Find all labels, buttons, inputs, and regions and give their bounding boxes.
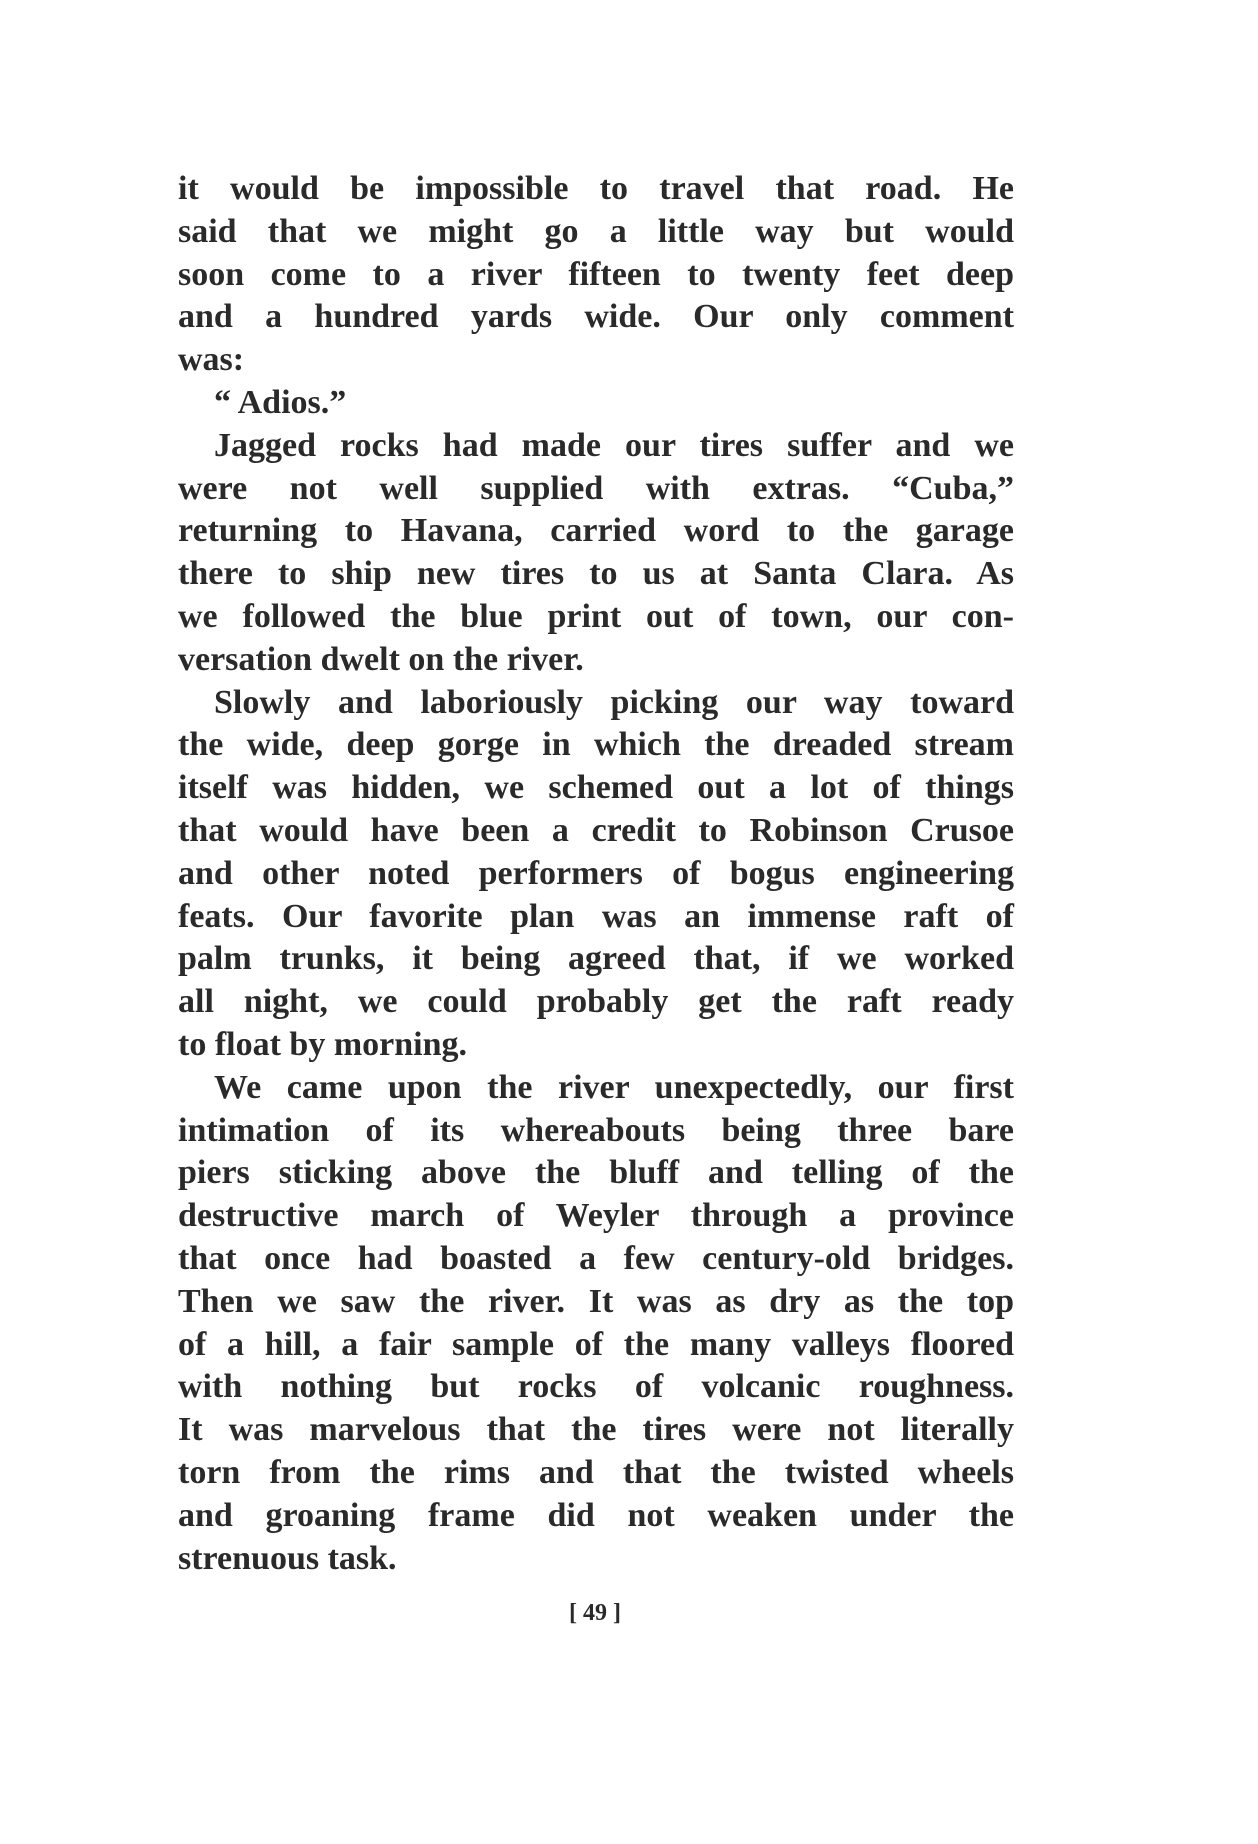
text-line: intimation of its whereabouts being three bare <box>178 1111 1014 1149</box>
text-line: feats. Our favorite plan was an immense raft of <box>178 897 1014 935</box>
text-line: itself was hidden, we schemed out a lot of things <box>178 769 1014 807</box>
text-line: that would have been a credit to Robinson Crusoe <box>178 811 1014 849</box>
text-line: it would be impossible to travel that road. He <box>178 170 1014 207</box>
text-line: soon come to a river fifteen to twenty feet deep <box>178 255 1014 293</box>
text-line: all night, we could probably get the raft ready <box>178 983 1014 1021</box>
text-line: Then we saw the river. It was as dry as the top <box>178 1282 1014 1320</box>
text-line: said that we might go a little way but would <box>178 212 1014 250</box>
text-line: with nothing but rocks of volcanic roughness. <box>178 1368 1014 1406</box>
text-line: strenuous task. <box>178 1539 397 1577</box>
text-line: and a hundred yards wide. Our only comment <box>178 298 1014 336</box>
text-line: Slowly and laboriously picking our way toward <box>214 683 1014 721</box>
text-line: It was marvelous that the tires were not literally <box>178 1411 1014 1449</box>
text-line: of a hill, a fair sample of the many valleys floored <box>178 1325 1014 1363</box>
page-number: [ 49 ] <box>569 1600 621 1626</box>
text-line: we followed the blue print out of town, our con- <box>178 597 1014 635</box>
text-line: returning to Havana, carried word to the garage <box>178 512 1014 550</box>
text-line: that once had boasted a few century-old bridges. <box>178 1239 1014 1277</box>
text-line: Jagged rocks had made our tires suffer and we <box>214 426 1014 464</box>
text-line: to float by morning. <box>178 1025 467 1063</box>
text-line: destructive march of Weyler through a province <box>178 1197 1014 1235</box>
text-line: there to ship new tires to us at Santa Clara. As <box>178 555 1014 593</box>
text-line: palm trunks, it being agreed that, if we worked <box>178 940 1014 978</box>
text-line: were not well supplied with extras. “Cuba,” <box>178 469 1014 507</box>
text-line: We came upon the river unexpectedly, our first <box>214 1068 1014 1106</box>
text-line: versation dwelt on the river. <box>178 640 584 678</box>
text-line: the wide, deep gorge in which the dreaded stream <box>178 726 1014 764</box>
text-line: torn from the rims and that the twisted wheels <box>178 1453 1014 1491</box>
body-text <box>178 168 1014 1580</box>
text-line: and groaning frame did not weaken under the <box>178 1496 1014 1534</box>
text-line: was: <box>178 341 245 379</box>
text-line: piers sticking above the bluff and telling of the <box>178 1154 1014 1192</box>
text-line: and other noted performers of bogus engineering <box>178 854 1014 892</box>
text-line: “ Adios.” <box>214 383 347 421</box>
